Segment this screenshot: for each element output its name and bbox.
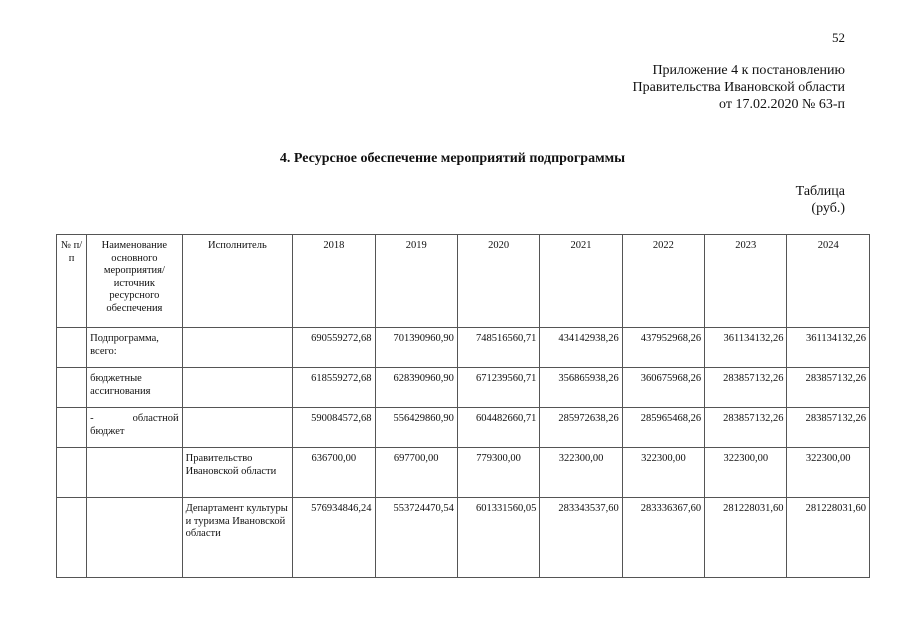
cell-executor: Департамент культуры и туризма Ивановской области (182, 498, 293, 578)
cell-value: 604482660,71 (457, 408, 539, 448)
cell-executor (182, 328, 293, 368)
cell-num (57, 498, 87, 578)
cell-executor (182, 368, 293, 408)
table-row (57, 448, 870, 498)
table-caption-unit: (руб.) (811, 201, 845, 216)
cell-value: 556429860,90 (375, 408, 457, 448)
cell-value: 285972638,26 (540, 408, 622, 448)
header-year: 2021 (540, 235, 622, 328)
cell-value: 283336367,60 (622, 498, 704, 578)
cell-executor (182, 408, 293, 448)
cell-value: 618559272,68 (293, 368, 375, 408)
cell-value: 779300,00 (457, 448, 539, 498)
cell-value: 283343537,60 (540, 498, 622, 578)
table-row (57, 368, 870, 408)
cell-value: 434142938,26 (540, 328, 622, 368)
header-name: Наименование основного мероприятия/ источник ресурсного обеспечения (87, 235, 182, 328)
header-year: 2023 (705, 235, 787, 328)
cell-value: 628390960,90 (375, 368, 457, 408)
cell-value: 671239560,71 (457, 368, 539, 408)
cell-value: 322300,00 (787, 448, 870, 498)
cell-name: бюджетные ассигнования (87, 368, 182, 408)
header-year: 2019 (375, 235, 457, 328)
cell-value: 283857132,26 (787, 368, 870, 408)
table-row (57, 408, 870, 448)
cell-num (57, 448, 87, 498)
cell-value: 361134132,26 (705, 328, 787, 368)
cell-name: Подпрограмма, всего: (87, 328, 182, 368)
cell-name-word: областной (132, 413, 179, 424)
cell-name-dash: - (90, 413, 94, 424)
appendix-line-2: Правительства Ивановской области (632, 80, 845, 95)
cell-value: 356865938,26 (540, 368, 622, 408)
table-row (57, 498, 870, 578)
header-year: 2022 (622, 235, 704, 328)
cell-value: 322300,00 (540, 448, 622, 498)
cell-value: 283857132,26 (787, 408, 870, 448)
table-row (57, 328, 870, 368)
cell-num (57, 368, 87, 408)
cell-value: 322300,00 (622, 448, 704, 498)
cell-num (57, 408, 87, 448)
cell-value: 281228031,60 (705, 498, 787, 578)
cell-name (87, 498, 182, 578)
cell-value: 590084572,68 (293, 408, 375, 448)
cell-value: 285965468,26 (622, 408, 704, 448)
cell-value: 636700,00 (293, 448, 375, 498)
header-num: № п/п (57, 235, 87, 328)
cell-value: 601331560,05 (457, 498, 539, 578)
header-executor: Исполнитель (182, 235, 293, 328)
page-number: 52 (832, 30, 845, 45)
cell-value: 361134132,26 (787, 328, 870, 368)
appendix-line-1: Приложение 4 к постановлению (652, 63, 845, 78)
header-year: 2020 (457, 235, 539, 328)
cell-value: 690559272,68 (293, 328, 375, 368)
cell-name (87, 408, 182, 448)
cell-value: 437952968,26 (622, 328, 704, 368)
cell-value: 697700,00 (375, 448, 457, 498)
table-caption-label: Таблица (795, 184, 845, 199)
cell-name-rest: бюджет (90, 425, 125, 437)
cell-value: 360675968,26 (622, 368, 704, 408)
header-year: 2024 (787, 235, 870, 328)
cell-value: 701390960,90 (375, 328, 457, 368)
cell-value: 283857132,26 (705, 368, 787, 408)
resource-table (56, 234, 870, 578)
cell-executor: Правительство Ивановской области (182, 448, 293, 498)
appendix-note (633, 62, 845, 113)
table-caption (796, 183, 845, 217)
header-year: 2018 (293, 235, 375, 328)
cell-value: 576934846,24 (293, 498, 375, 578)
cell-value: 553724470,54 (375, 498, 457, 578)
cell-name (87, 448, 182, 498)
cell-value: 748516560,71 (457, 328, 539, 368)
cell-value: 283857132,26 (705, 408, 787, 448)
cell-value: 322300,00 (705, 448, 787, 498)
section-title: 4. Ресурсное обеспечение мероприятий подпрограммы (279, 151, 626, 166)
appendix-line-3: от 17.02.2020 № 63-п (719, 97, 845, 112)
cell-num (57, 328, 87, 368)
table-header-row (57, 235, 870, 328)
cell-value: 281228031,60 (787, 498, 870, 578)
